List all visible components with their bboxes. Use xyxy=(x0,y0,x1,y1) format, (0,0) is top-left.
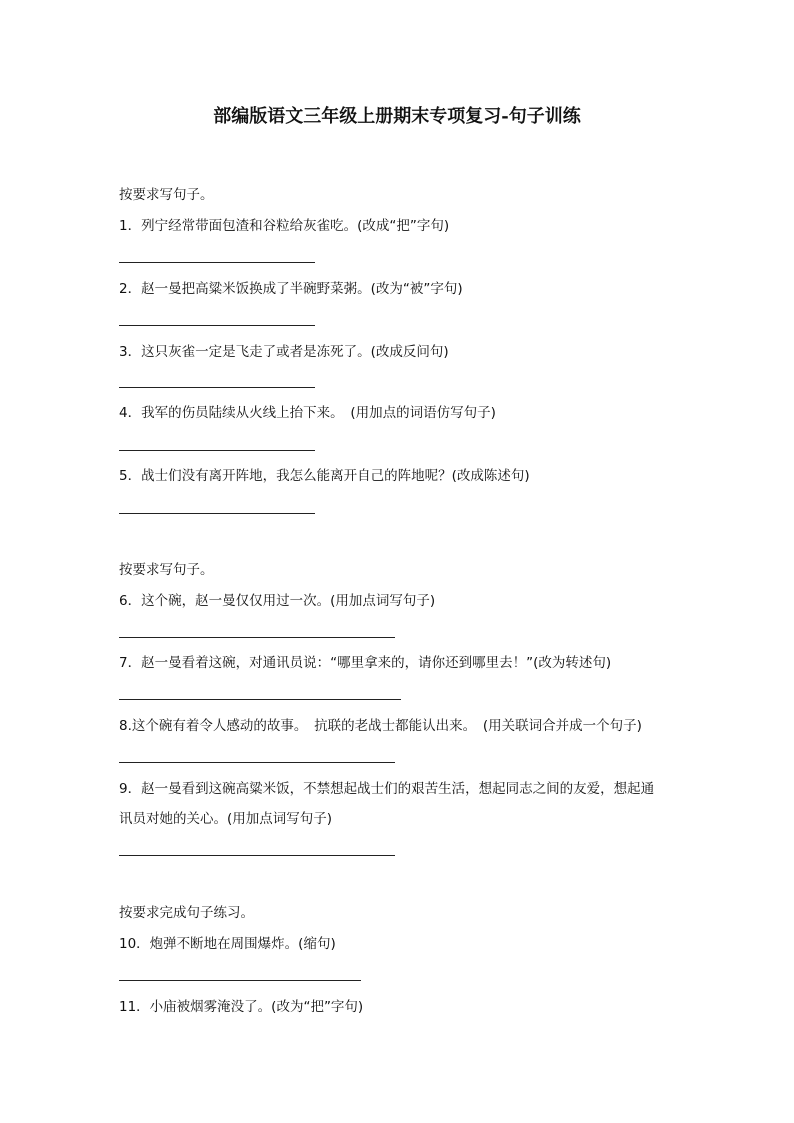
question-9: 9．赵一曼看到这碗高粱米饭，不禁想起战士们的艰苦生活，想起同志之间的友爱，想起通 xyxy=(119,781,655,797)
question-6: 6．这个碗，赵一曼仅仅用过一次。(用加点词写句子) xyxy=(119,593,436,609)
question-2: 2．赵一曼把高粱米饭换成了半碗野菜粥。(改为“被”字句) xyxy=(119,281,463,297)
answer-line-1[interactable] xyxy=(119,262,315,263)
section-2-instruction: 按要求写句子。 xyxy=(119,562,214,578)
answer-line-3[interactable] xyxy=(119,387,315,388)
question-7: 7．赵一曼看着这碗，对通讯员说：“哪里拿来的，请你还到哪里去！”(改为转述句) xyxy=(119,655,612,671)
question-9-continued: 讯员对她的关心。(用加点词写句子) xyxy=(119,811,333,827)
answer-line-9[interactable] xyxy=(119,855,395,856)
question-1: 1．列宁经常带面包渣和谷粒给灰雀吃。(改成“把”字句) xyxy=(119,218,450,234)
question-11: 11．小庙被烟雾淹没了。(改为“把”字句) xyxy=(119,999,364,1015)
question-8: 8.这个碗有着令人感动的故事。 抗联的老战士都能认出来。 (用关联词合并成一个句子) xyxy=(119,718,642,734)
answer-line-7[interactable] xyxy=(119,699,401,700)
section-3-instruction: 按要求完成句子练习。 xyxy=(119,905,254,921)
answer-line-8[interactable] xyxy=(119,762,395,763)
question-4: 4．我军的伤员陆续从火线上抬下来。 (用加点的词语仿写句子) xyxy=(119,405,496,421)
answer-line-2[interactable] xyxy=(119,325,315,326)
answer-line-4[interactable] xyxy=(119,450,315,451)
answer-line-5[interactable] xyxy=(119,513,315,514)
answer-line-6[interactable] xyxy=(119,637,395,638)
question-10: 10．炮弹不断地在周围爆炸。(缩句) xyxy=(119,936,336,952)
question-3: 3．这只灰雀一定是飞走了或者是冻死了。(改成反问句) xyxy=(119,344,449,360)
answer-line-10[interactable] xyxy=(119,980,361,981)
question-5: 5．战士们没有离开阵地，我怎么能离开自己的阵地呢？(改成陈述句) xyxy=(119,468,530,484)
page-title: 部编版语文三年级上册期末专项复习-句子训练 xyxy=(213,106,581,127)
section-1-instruction: 按要求写句子。 xyxy=(119,187,214,203)
